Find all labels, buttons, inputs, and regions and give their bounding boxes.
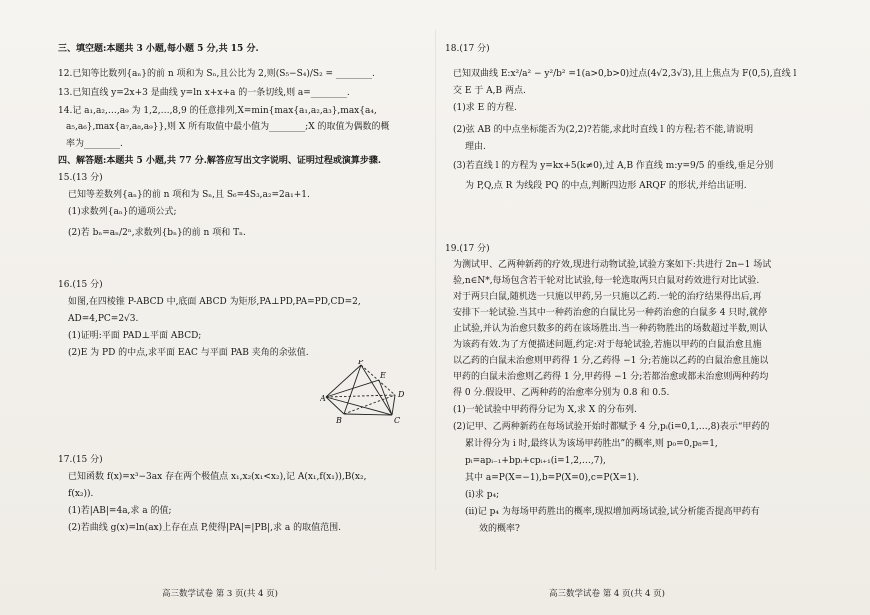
page-divider — [435, 30, 436, 570]
question-19-part-2-line-2: 累计得分为 i 时,最终认为该场甲药胜出”的概率,则 p₀=0,p₈=1, — [465, 439, 718, 449]
section-fill-blank-heading: 三、填空题:本题共 3 小题,每小题 5 分,共 15 分. — [58, 44, 259, 54]
question-18-part-2-line-2: 理由. — [465, 142, 486, 152]
question-18-header: 18.(17 分) — [445, 44, 490, 54]
page-4-footer: 高三数学试卷 第 4 页(共 4 页) — [549, 589, 665, 599]
question-19-subpart-ii-line-1: (ⅱ)记 p₄ 为每场甲药胜出的概率,现拟增加两场试验,试分析能否提高甲药有 — [465, 507, 760, 517]
question-17-stem-2: f(x₂)). — [68, 489, 94, 499]
figure-label-d: D — [398, 390, 405, 399]
question-15-part-2: (2)若 bₙ=aₙ/2ⁿ,求数列{bₙ}的前 n 项和 Tₙ. — [68, 228, 246, 238]
question-16-stem-2: AD=4,PC=2√3. — [68, 314, 139, 324]
figure-label-c: C — [394, 416, 401, 425]
pyramid-figure — [320, 360, 420, 428]
question-19-stem-8: 甲药的白鼠未治愈则乙药得 1 分,甲药得 −1 分;若都治愈或都未治愈则两种药均 — [453, 372, 769, 382]
question-19-recurrence: pᵢ=apᵢ₋₁+bpᵢ+cpᵢ₊₁(i=1,2,…,7), — [465, 456, 606, 466]
figure-label-e: E — [380, 371, 386, 380]
question-16-header: 16.(15 分) — [58, 280, 103, 290]
question-19-stem-5: 止试验,并认为治愈只数多的药在该场胜出.当一种药物胜出的场数超过半数,则认 — [453, 324, 768, 334]
question-19-stem-7: 以乙药的白鼠未治愈则甲药得 1 分,乙药得 −1 分;若施以乙药的白鼠治愈且施以 — [453, 356, 769, 366]
question-19-stem-4: 安排下一轮试验.当其中一种药治愈的白鼠比另一种药治愈的白鼠多 4 只时,就停 — [453, 308, 768, 318]
question-18-part-2-line-1: (2)弦 AB 的中点坐标能否为(2,2)?若能,求此时直线 l 的方程;若不能,请说明 — [453, 125, 754, 135]
question-19-stem-2: 验,n∈N*,每场包含若干轮对比试验,每一轮选取两只白鼠对药效进行对比试验. — [453, 276, 760, 286]
question-17-part-1: (1)若|AB|=4a,求 a 的值; — [68, 506, 172, 516]
section-answer-heading: 四、解答题:本题共 5 小题,共 77 分.解答应写出文字说明、证明过程或演算步骤. — [58, 156, 382, 166]
question-19-part-1: (1)一轮试验中甲药得分记为 X,求 X 的分布列. — [453, 405, 637, 415]
question-17-header: 17.(15 分) — [58, 455, 103, 465]
question-19-part-2-line-1: (2)记甲、乙两种新药在每场试验开始时都赋予 4 分,pᵢ(i=0,1,…,8)表示“甲药的 — [453, 422, 770, 432]
figure-label-b: B — [336, 416, 342, 425]
question-18-part-1: (1)求 E 的方程. — [453, 103, 517, 113]
question-17-stem-1: 已知函数 f(x)=x³−3ax 存在两个极值点 x₁,x₂(x₁<x₂),记 A(x₁,f(x₁)),B(x₂, — [68, 472, 367, 482]
question-19-stem-9: 得 0 分.假设甲、乙两种药的治愈率分别为 0.8 和 0.5. — [453, 388, 670, 398]
question-19-subpart-ii-line-2: 效的概率? — [479, 524, 520, 534]
page-3-footer: 高三数学试卷 第 3 页(共 4 页) — [162, 589, 278, 599]
question-18-stem-1: 已知双曲线 E:x²/a² − y²/b² =1(a>0,b>0)过点(4√2,3√3),且上焦点为 F(0,5),直线 l — [453, 69, 797, 79]
question-12: 12.已知等比数列{aₙ}的前 n 项和为 Sₙ,且公比为 2,则(S₅−S₄)/S₂ = ________. — [58, 69, 375, 79]
question-13: 13.已知直线 y=2x+3 是曲线 y=ln x+x+a 的一条切线,则 a=________. — [58, 88, 350, 98]
question-18-part-3-line-2: 为 P,Q,点 R 为线段 PQ 的中点,判断四边形 ARQF 的形状,并给出证明. — [465, 181, 747, 191]
question-15-part-1: (1)求数列{aₙ}的通项公式; — [68, 207, 177, 217]
question-19-subpart-i: (ⅰ)求 p₄; — [465, 490, 500, 500]
question-14-line-1: 14.记 a₁,a₂,…,a₉ 为 1,2,…,8,9 的任意排列,X=min{max{a₁,a₂,a₃},max{a₄, — [58, 106, 377, 116]
question-19-definitions: 其中 a=P(X=−1),b=P(X=0),c=P(X=1). — [465, 473, 640, 483]
question-15-header: 15.(13 分) — [58, 173, 103, 183]
figure-label-p: P — [358, 360, 364, 366]
question-16-part-1: (1)证明:平面 PAD⊥平面 ABCD; — [68, 331, 202, 341]
question-14-line-3: 率为________. — [66, 139, 123, 149]
question-19-header: 19.(17 分) — [445, 244, 490, 254]
question-15-stem: 已知等差数列{aₙ}的前 n 项和为 Sₙ,且 S₆=4S₃,a₂=2a₁+1. — [68, 190, 310, 200]
question-14-line-2: a₅,a₆},max{a₇,a₈,a₉}},则 X 所有取值中最小值为________;X 的取值为偶数的概 — [66, 122, 390, 132]
question-16-stem-1: 如图,在四棱锥 P-ABCD 中,底面 ABCD 为矩形,PA⊥PD,PA=PD,CD=2, — [68, 297, 361, 307]
figure-label-a: A — [320, 394, 326, 403]
question-17-part-2: (2)若曲线 g(x)=ln(ax)上存在点 P,使得|PA|=|PB|,求 a 的取值范围. — [68, 523, 341, 533]
question-19-stem-6: 为该药有效.为了方便描述问题,约定:对于每轮试验,若施以甲药的白鼠治愈且施 — [453, 340, 762, 350]
question-19-stem-3: 对于两只白鼠,随机选一只施以甲药,另一只施以乙药.一轮的治疗结果得出后,再 — [453, 292, 762, 302]
question-19-stem-1: 为测试甲、乙两种新药的疗效,现进行动物试验,试验方案如下:共进行 2n−1 场试 — [453, 260, 772, 270]
question-18-stem-2: 交 E 于 A,B 两点. — [453, 86, 526, 96]
question-18-part-3-line-1: (3)若直线 l 的方程为 y=kx+5(k≠0),过 A,B 作直线 m:y=9/5 的垂线,垂足分别 — [453, 161, 774, 171]
question-16-part-2: (2)E 为 PD 的中点,求平面 EAC 与平面 PAB 夹角的余弦值. — [68, 348, 309, 358]
